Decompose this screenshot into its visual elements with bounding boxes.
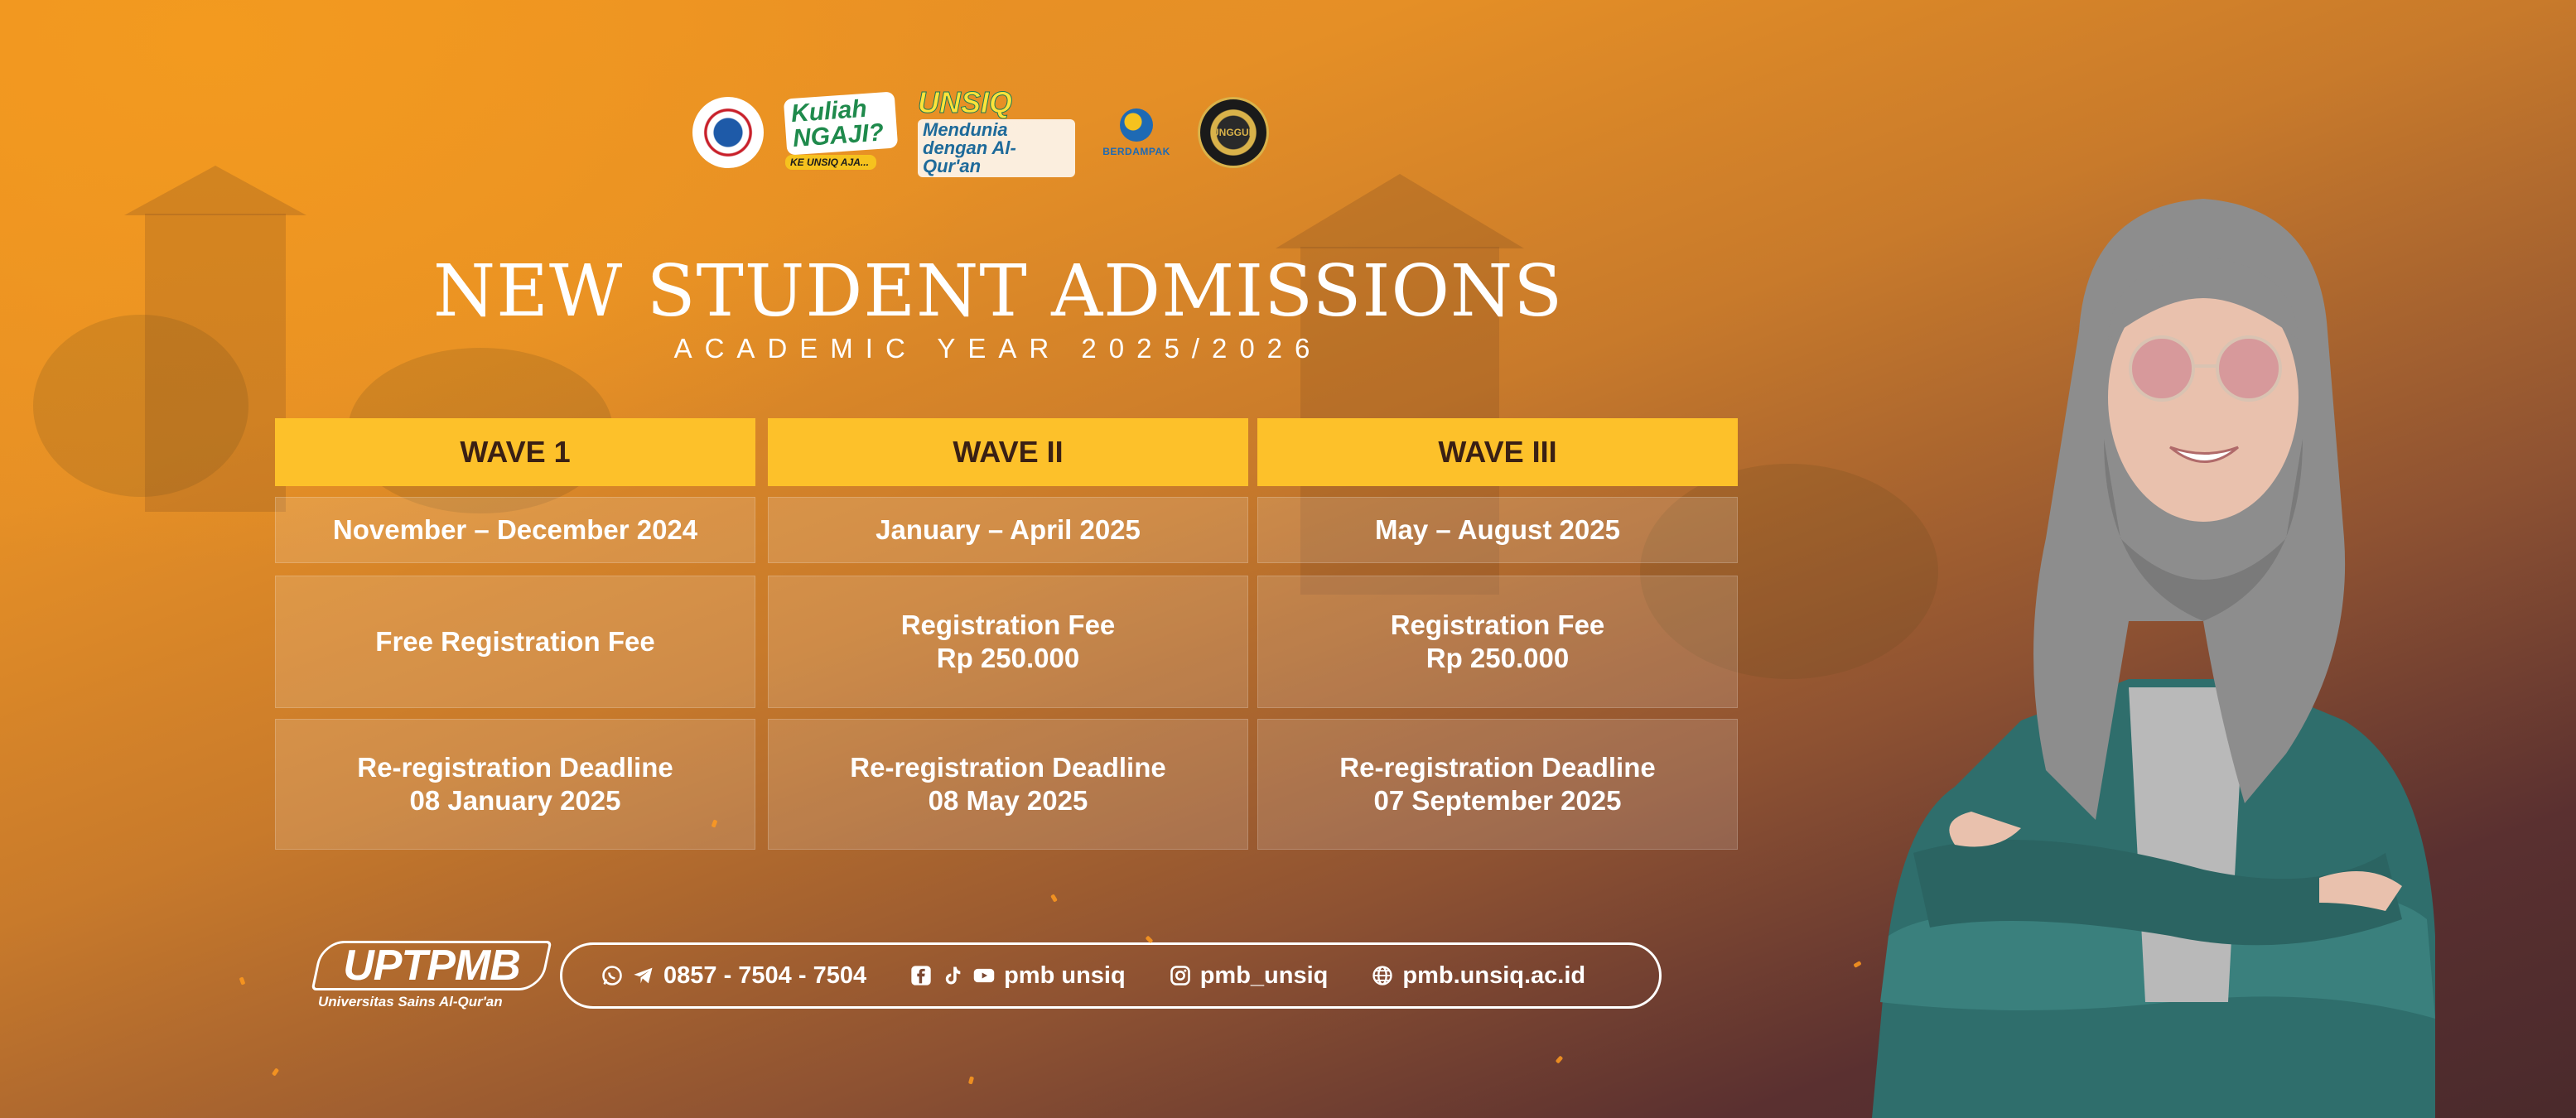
ember-spark: [272, 1067, 279, 1076]
website-url: pmb.unsiq.ac.id: [1402, 961, 1586, 989]
globe-icon: [1371, 964, 1394, 987]
wave-1-header: WAVE 1: [275, 418, 755, 486]
whatsapp-icon: [601, 964, 624, 987]
student-photo: [1855, 190, 2452, 1118]
social-contact[interactable]: [909, 962, 1126, 990]
facebook-icon: [909, 964, 933, 987]
youtube-icon: [972, 964, 996, 987]
bg-building-roof: [124, 166, 306, 215]
website-contact[interactable]: [1371, 962, 1585, 990]
bg-building-roof: [1276, 174, 1524, 248]
wave-2-header: WAVE II: [768, 418, 1248, 486]
instagram-icon: [1169, 964, 1192, 987]
academic-year-subtitle: ACADEMIC YEAR 2025/2026: [673, 333, 1323, 364]
government-seal-logo: [692, 97, 764, 168]
berdampak-mark-icon: [1120, 108, 1153, 142]
page-title: NEW STUDENT ADMISSIONS: [432, 250, 1564, 333]
unsiq-mendunia-logo: UNSIQ Mendunia dengan Al-Qur'an: [918, 97, 1075, 168]
wave-2-deadline: Re-registration Deadline 08 May 2025: [768, 719, 1248, 850]
wave-3-header: WAVE III: [1257, 418, 1738, 486]
wave-1-deadline: Re-registration Deadline 08 January 2025: [275, 719, 755, 850]
ember-spark: [1556, 1055, 1564, 1063]
ember-spark: [1050, 894, 1058, 902]
social-handle: pmb unsiq: [1004, 961, 1126, 989]
wave-1-fee: Free Registration Fee: [275, 576, 755, 708]
partner-logos: [692, 85, 1269, 176]
ember-spark: [239, 976, 246, 985]
tiktok-icon: [941, 964, 964, 987]
wave-2-period: January – April 2025: [768, 497, 1248, 563]
phone-number: 0857 - 7504 - 7504: [663, 961, 867, 989]
kuliah-ngaji-logo: Kuliah NGAJI? KE UNSIQ AJA...: [785, 97, 896, 168]
unggul-accreditation-logo: UNGGUL: [1198, 97, 1269, 168]
instagram-contact[interactable]: [1169, 962, 1329, 990]
instagram-handle: pmb_unsiq: [1199, 961, 1329, 989]
wave-3-period: May – August 2025: [1257, 497, 1738, 563]
berdampak-logo: BERDAMPAK: [1097, 97, 1176, 168]
wave-1-period: November – December 2024: [275, 497, 755, 563]
wave-2-fee: Registration Fee Rp 250.000: [768, 576, 1248, 708]
wave-3-fee: Registration Fee Rp 250.000: [1257, 576, 1738, 708]
contact-bar: [560, 942, 1662, 1009]
ember-spark: [968, 1077, 974, 1085]
upt-pmb-logo: UPTPMB Universitas Sains Al-Qur'an: [316, 941, 547, 1014]
telegram-icon: [632, 964, 655, 987]
phone-contact[interactable]: [601, 962, 866, 990]
wave-3-deadline: Re-registration Deadline 07 September 2025: [1257, 719, 1738, 850]
